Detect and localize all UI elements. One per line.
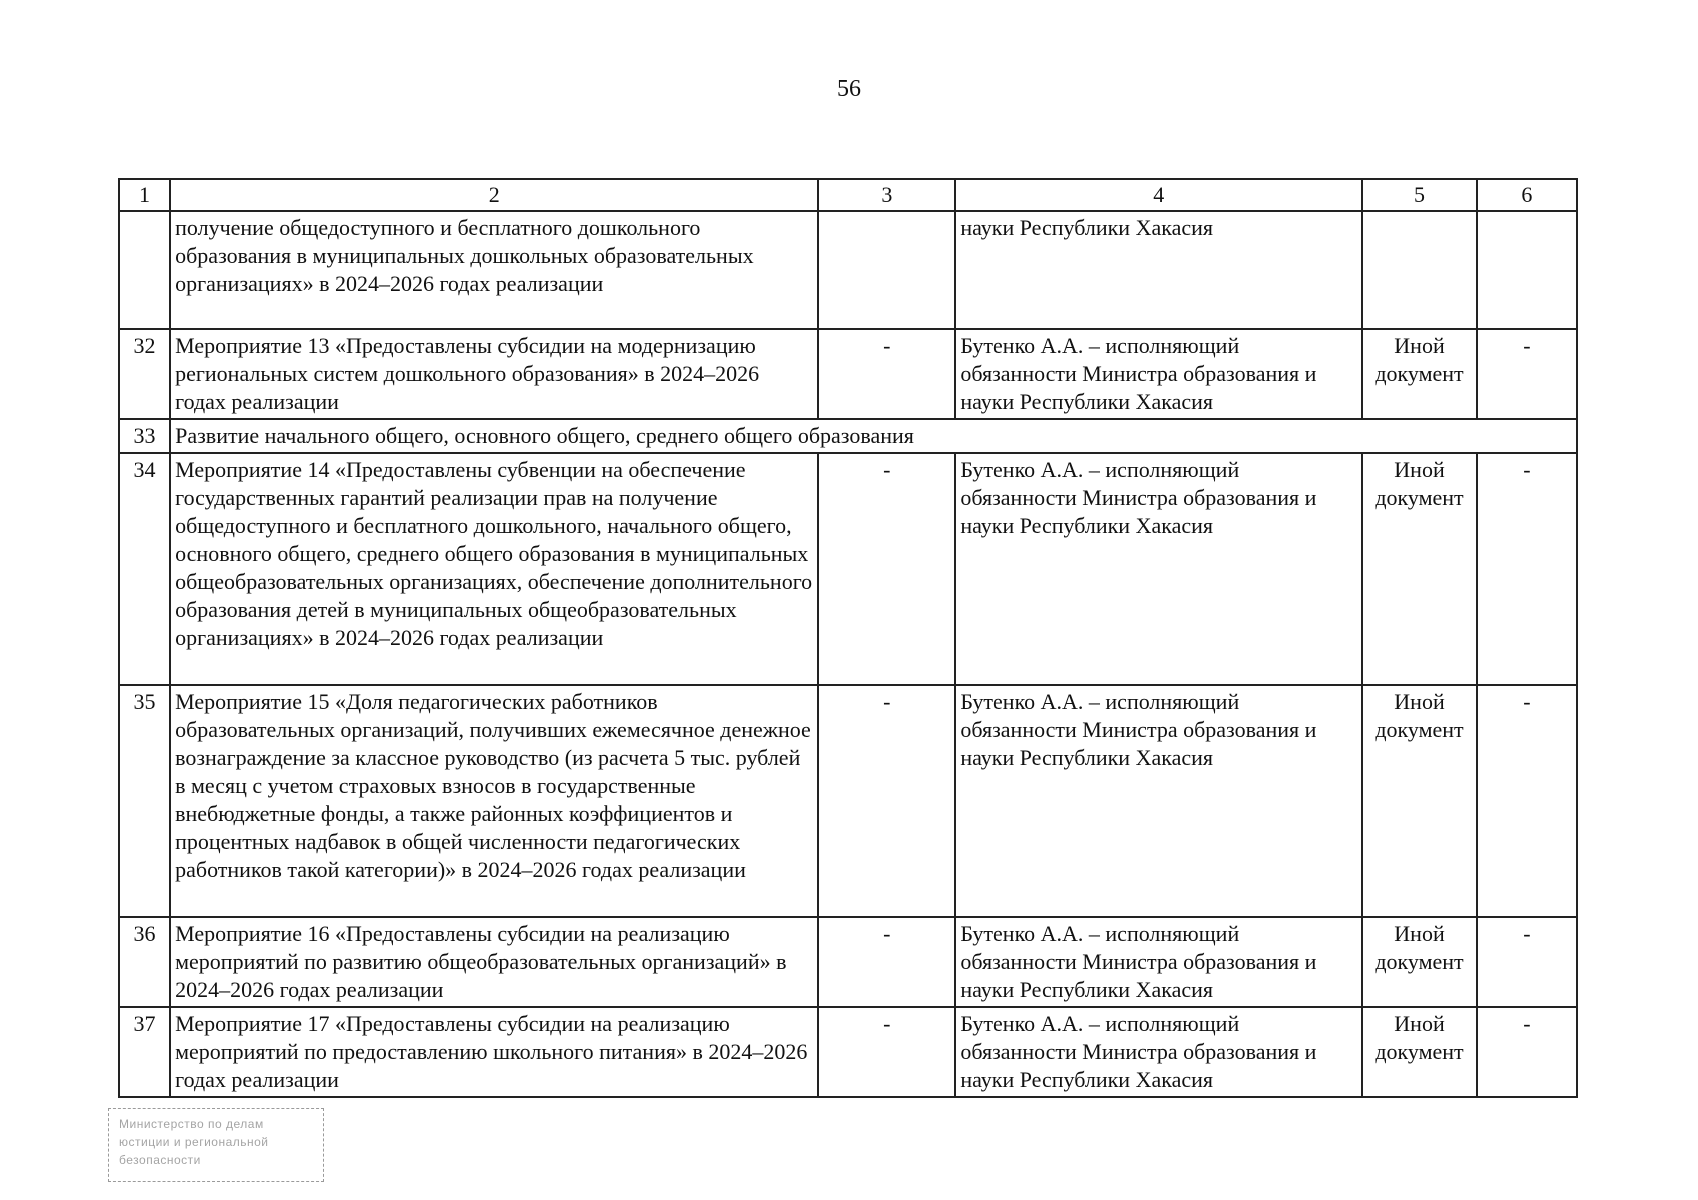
section-row (119, 419, 1577, 453)
measure-cell: Мероприятие 14 «Предоставлены субвенции на обеспечение государственных гарантий реализации прав на получение общедоступного и бесплатного дошкольного, начального общего, основного общего, среднего общего образования в муниципальных общеобразовательных организациях, обеспечение дополнительного образования детей в муниципальных общеобразовательных организациях» в 2024–2026 годах реализации (170, 453, 818, 685)
row-number: 34 (119, 453, 170, 685)
registration-stamp (108, 1108, 324, 1182)
responsible-cell: Бутенко А.А. – исполняющий обязанности Министра образования и науки Республики Хакасия (955, 329, 1362, 419)
column-header: 2 (170, 179, 818, 211)
row-number: 37 (119, 1007, 170, 1097)
column-6-cell: - (1477, 685, 1577, 917)
column-3-cell: - (818, 917, 955, 1007)
column-header: 3 (818, 179, 955, 211)
document-table (118, 178, 1578, 1098)
page-number: 56 (837, 76, 861, 102)
measure-cell: Мероприятие 15 «Доля педагогических работников образовательных организаций, получивших ежемесячное денежное вознаграждение за классное руководство (из расчета 5 тыс. рублей в месяц с учетом страховых взносов в государственные внебюджетные фонды, а также районных коэффициентов и процентных надбавок в общей численности педагогических работников такой категории)» в 2024–2026 годах реализации (170, 685, 818, 917)
measure-cell: Мероприятие 17 «Предоставлены субсидии на реализацию мероприятий по предоставлению школьного питания» в 2024–2026 годах реализации (170, 1007, 818, 1097)
measure-cell: получение общедоступного и бесплатного дошкольного образования в муниципальных дошкольных образовательных организациях» в 2024–2026 годах реализации (170, 211, 818, 329)
document-type-cell: Иной документ (1362, 685, 1477, 917)
row-number: 35 (119, 685, 170, 917)
table-row (119, 453, 1577, 685)
column-6-cell: - (1477, 453, 1577, 685)
row-number (119, 211, 170, 329)
table-row (119, 685, 1577, 917)
column-3-cell: - (818, 453, 955, 685)
table-row (119, 329, 1577, 419)
document-type-cell: Иной документ (1362, 917, 1477, 1007)
column-3-cell: - (818, 1007, 955, 1097)
table-row (119, 211, 1577, 329)
stamp-line: безопасности (119, 1153, 201, 1167)
column-header: 4 (955, 179, 1362, 211)
document-type-cell (1362, 211, 1477, 329)
row-number: 33 (119, 419, 170, 453)
column-6-cell: - (1477, 329, 1577, 419)
column-header: 5 (1362, 179, 1477, 211)
responsible-cell: Бутенко А.А. – исполняющий обязанности Министра образования и науки Республики Хакасия (955, 917, 1362, 1007)
responsible-cell: Бутенко А.А. – исполняющий обязанности Министра образования и науки Республики Хакасия (955, 685, 1362, 917)
column-6-cell: - (1477, 1007, 1577, 1097)
responsible-cell: Бутенко А.А. – исполняющий обязанности Министра образования и науки Республики Хакасия (955, 453, 1362, 685)
column-3-cell: - (818, 685, 955, 917)
table-header-row (119, 179, 1577, 211)
table-row (119, 917, 1577, 1007)
stamp-line: Министерство по делам (119, 1117, 264, 1131)
measure-cell: Мероприятие 16 «Предоставлены субсидии на реализацию мероприятий по развитию общеобразовательных организаций» в 2024–2026 годах реализации (170, 917, 818, 1007)
row-number: 32 (119, 329, 170, 419)
section-title: Развитие начального общего, основного общего, среднего общего образования (170, 419, 1577, 453)
document-type-cell: Иной документ (1362, 1007, 1477, 1097)
table-row (119, 1007, 1577, 1097)
column-header: 6 (1477, 179, 1577, 211)
document-type-cell: Иной документ (1362, 453, 1477, 685)
column-6-cell: - (1477, 917, 1577, 1007)
column-3-cell: - (818, 329, 955, 419)
row-number: 36 (119, 917, 170, 1007)
column-6-cell (1477, 211, 1577, 329)
responsible-cell: науки Республики Хакасия (955, 211, 1362, 329)
document-type-cell: Иной документ (1362, 329, 1477, 419)
responsible-cell: Бутенко А.А. – исполняющий обязанности Министра образования и науки Республики Хакасия (955, 1007, 1362, 1097)
column-3-cell (818, 211, 955, 329)
column-header: 1 (119, 179, 170, 211)
stamp-line: юстиции и региональной (119, 1135, 269, 1149)
measure-cell: Мероприятие 13 «Предоставлены субсидии на модернизацию региональных систем дошкольного образования» в 2024–2026 годах реализации (170, 329, 818, 419)
